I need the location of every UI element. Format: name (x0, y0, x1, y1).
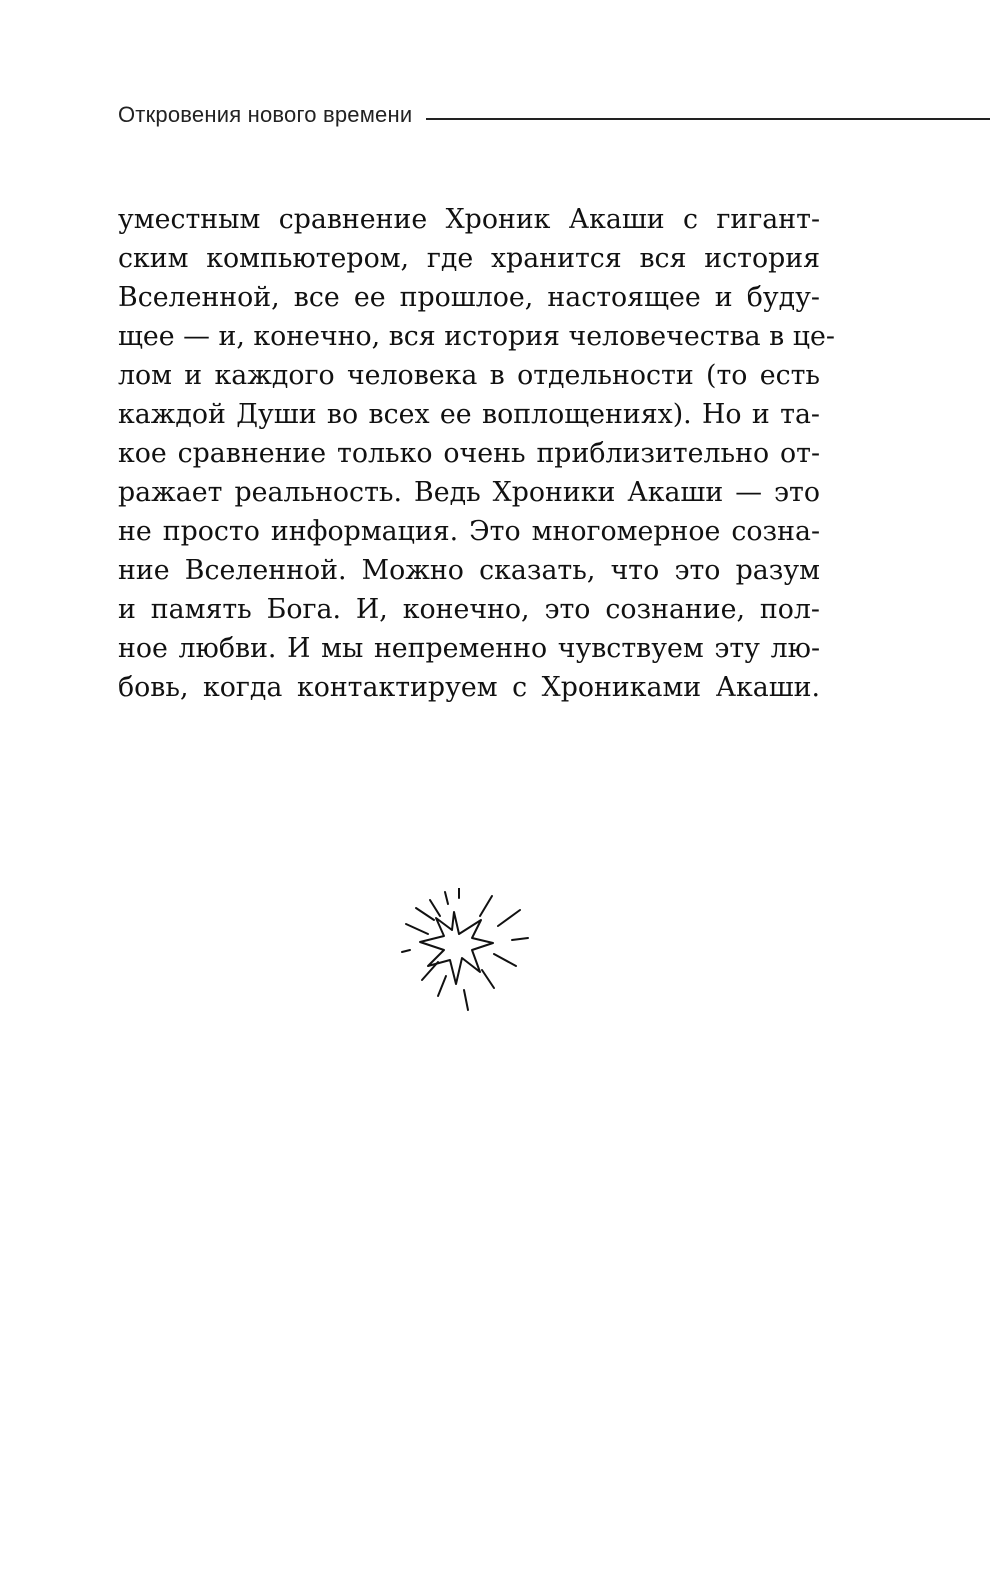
ray (498, 910, 520, 926)
running-header (118, 98, 990, 132)
running-title: Откровения нового времени (118, 102, 413, 127)
text-line: щее — и, конечно, вся история человечества в це- (118, 321, 835, 352)
text-line: ским компьютером, где хранится вся история (118, 243, 820, 274)
text-line: бовь, когда контактируем с Хрониками Акаши. (118, 672, 820, 703)
text-line: кое сравнение только очень приблизительно от- (118, 438, 820, 469)
star-shape (420, 912, 493, 984)
text-line: ние Вселенной. Можно сказать, что это разум (118, 555, 820, 586)
text-line: каждой Души во всех ее воплощениях). Но и та- (118, 399, 820, 430)
text-line: уместным сравнение Хроник Акаши с гигант- (118, 204, 820, 235)
ray (464, 990, 468, 1010)
text-line: лом и каждого человека в отдельности (то есть (118, 360, 820, 391)
ray (430, 900, 440, 916)
header-rule (426, 118, 990, 120)
ray (482, 970, 494, 988)
text-line: ное любви. И мы непременно чувствуем эту лю- (118, 633, 820, 664)
text-line: и память Бога. И, конечно, это сознание, пол- (118, 594, 820, 625)
ray (512, 938, 528, 940)
ray (406, 924, 428, 934)
text-line: не просто информация. Это многомерное созна- (118, 516, 820, 547)
text-line: ражает реальность. Ведь Хроники Акаши — это (118, 477, 820, 508)
body-text (118, 200, 835, 707)
text-line: Вселенной, все ее прошлое, настоящее и буду- (118, 282, 820, 313)
ray (494, 954, 516, 966)
ray (438, 976, 446, 996)
sparkle-star-icon (398, 888, 534, 1014)
ray (416, 908, 434, 920)
ray (480, 896, 492, 916)
ray (445, 892, 448, 904)
ray (402, 950, 410, 952)
